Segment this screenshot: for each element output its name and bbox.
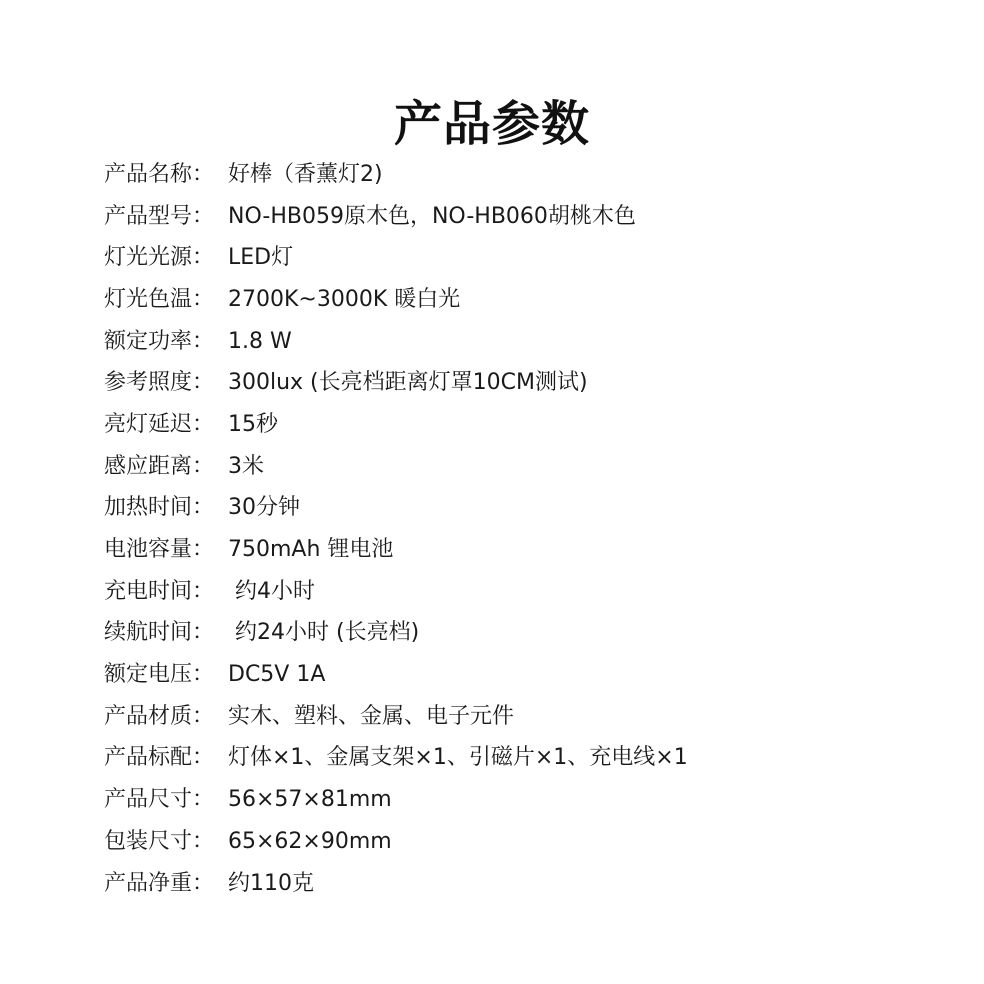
spec-value: 好棒（香薰灯2) (228, 161, 383, 187)
spec-row-product-name (104, 154, 964, 196)
spec-label: 额定功率： (104, 328, 215, 354)
spec-row-package-size (104, 821, 964, 863)
spec-value: 实木、塑料、金属、电子元件 (228, 703, 515, 729)
spec-label: 额定电压： (104, 662, 215, 688)
spec-value: 56×57×81mm (228, 787, 392, 813)
spec-value: 65×62×90mm (228, 828, 392, 854)
spec-row-light-source (104, 237, 964, 279)
spec-label: 感应距离： (104, 453, 215, 479)
spec-row-charging-time (104, 571, 964, 613)
spec-row-color-temperature (104, 279, 964, 321)
spec-row-rated-voltage (104, 654, 964, 696)
spec-value: 约4小时 (228, 578, 315, 604)
spec-row-battery-capacity (104, 529, 964, 571)
spec-label: 参考照度： (104, 370, 215, 396)
spec-label: 产品名称： (104, 161, 215, 187)
spec-value: 750mAh 锂电池 (228, 537, 394, 563)
spec-value: 2700K~3000K 暖白光 (228, 286, 461, 312)
spec-value: 灯体×1、金属支架×1、引磁片×1、充电线×1 (228, 745, 688, 771)
spec-row-net-weight (104, 863, 964, 905)
spec-label: 亮灯延迟： (104, 411, 215, 437)
spec-label: 续航时间： (104, 620, 215, 646)
spec-value: 30分钟 (228, 495, 300, 521)
spec-row-illuminance (104, 362, 964, 404)
spec-label: 产品型号： (104, 203, 215, 229)
spec-label: 灯光色温： (104, 286, 215, 312)
spec-row-material (104, 696, 964, 738)
spec-list (104, 154, 964, 904)
spec-value: 300lux (长亮档距离灯罩10CM测试) (228, 370, 588, 396)
spec-value: 约110克 (228, 870, 314, 896)
spec-row-model (104, 196, 964, 238)
spec-value: 约24小时 (长亮档) (228, 620, 420, 646)
spec-label: 加热时间： (104, 495, 215, 521)
spec-row-rated-power (104, 321, 964, 363)
spec-value: 1.8 W (228, 328, 292, 354)
spec-row-light-delay (104, 404, 964, 446)
spec-row-heating-time (104, 488, 964, 530)
spec-row-sensing-distance (104, 446, 964, 488)
spec-label: 充电时间： (104, 578, 215, 604)
spec-value: DC5V 1A (228, 662, 326, 688)
spec-row-package-contents (104, 738, 964, 780)
spec-label: 包装尺寸： (104, 828, 215, 854)
spec-label: 电池容量： (104, 537, 215, 563)
spec-label: 产品尺寸： (104, 787, 215, 813)
spec-value: LED灯 (228, 245, 294, 271)
spec-label: 产品标配： (104, 745, 215, 771)
spec-value: 15秒 (228, 411, 278, 437)
spec-value: NO-HB059原木色，NO-HB060胡桃木色 (228, 203, 636, 229)
spec-row-battery-life (104, 613, 964, 655)
spec-row-product-size (104, 779, 964, 821)
spec-label: 灯光光源： (104, 245, 215, 271)
page-title: 产品参数 (393, 96, 590, 153)
spec-label: 产品净重： (104, 870, 215, 896)
spec-value: 3米 (228, 453, 264, 479)
spec-label: 产品材质： (104, 703, 215, 729)
